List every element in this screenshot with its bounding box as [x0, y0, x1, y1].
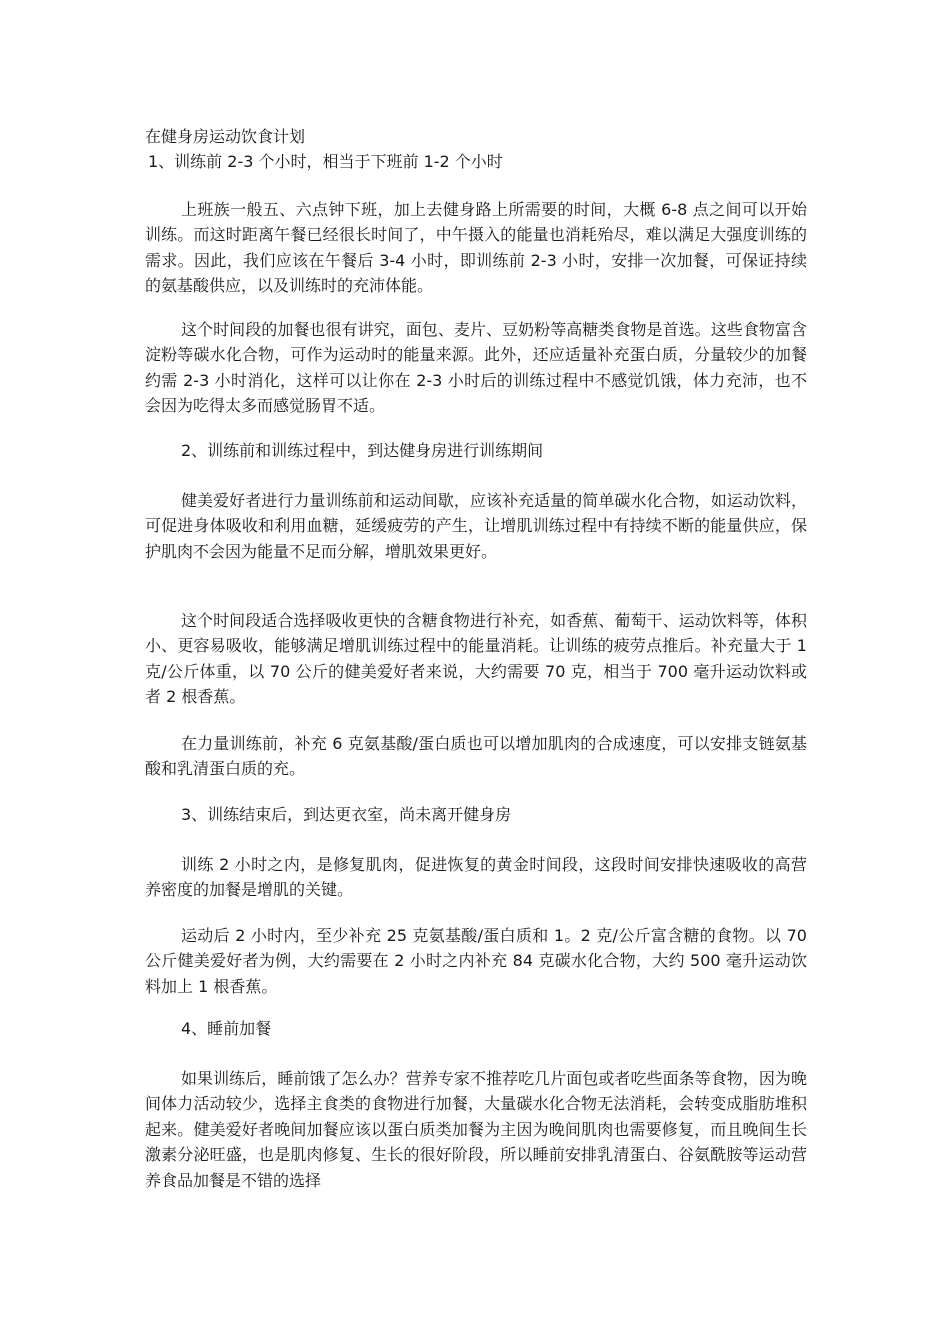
section-heading-3: 3、训练结束后，到达更衣室，尚未离开健身房 [181, 805, 512, 824]
paragraph-3: 健美爱好者进行力量训练前和运动间歇，应该补充适量的简单碳水化合物，如运动饮料，可促进身体吸收和利用血糖，延缓疲劳的产生，让增肌训练过程中有持续不断的能量供应，保护肌肉不会因为能量不足而分解，增肌效果更好。 [145, 491, 807, 561]
paragraph-1: 上班族一般五、六点钟下班，加上去健身路上所需要的时间，大概 6-8 点之间可以开始训练。而这时距离午餐已经很长时间了，中午摄入的能量也消耗殆尽，难以满足大强度训练的需求。因此，我们应该在午餐后 3-4 小时，即训练前 2-3 小时，安排一次加餐，可保证持续的氨基酸供应，以及训练时的充沛体能。 [145, 200, 807, 296]
paragraph-5: 在力量训练前，补充 6 克氨基酸/蛋白质也可以增加肌肉的合成速度，可以安排支链氨基酸和乳清蛋白质的充。 [145, 734, 807, 779]
section-heading-4: 4、睡前加餐 [181, 1019, 272, 1038]
paragraph-6: 训练 2 小时之内，是修复肌肉，促进恢复的黄金时间段，这段时间安排快速吸收的高营养密度的加餐是增肌的关键。 [145, 855, 807, 900]
paragraph-2: 这个时间段的加餐也很有讲究，面包、麦片、豆奶粉等高糖类食物是首选。这些食物富含淀粉等碳水化合物，可作为运动时的能量来源。此外，还应适量补充蛋白质，分量较少的加餐约需 2-3 小时消化，这样可以让你在 2-3 小时后的训练过程中不感觉饥饿，体力充沛，也不会因为吃得太多而感觉肠胃不适。 [145, 320, 807, 416]
paragraph-8: 如果训练后，睡前饿了怎么办？营养专家不推荐吃几片面包或者吃些面条等食物，因为晚间体力活动较少，选择主食类的食物进行加餐，大量碳水化合物无法消耗，会转变成脂肪堆积起来。健美爱好者晚间加餐应该以蛋白质类加餐为主因为晚间肌肉也需要修复，而且晚间生长激素分泌旺盛，也是肌肉修复、生长的很好阶段，所以睡前安排乳清蛋白、谷氨酰胺等运动营养食品加餐是不错的选择 [145, 1069, 807, 1190]
section-heading-2: 2、训练前和训练过程中，到达健身房进行训练期间 [181, 441, 544, 460]
section-heading-1: 1、训练前 2-3 个小时，相当于下班前 1-2 个小时 [148, 152, 503, 171]
document-title: 在健身房运动饮食计划 [145, 127, 306, 146]
paragraph-4: 这个时间段适合选择吸收更快的含糖食物进行补充，如香蕉、葡萄干、运动饮料等，体积小、更容易吸收，能够满足增肌训练过程中的能量消耗。让训练的疲劳点推后。补充量大于 1 克/公斤体重，以 70 公斤的健美爱好者来说，大约需要 70 克，相当于 700 毫升运动饮料或者 2 根香蕉。 [145, 611, 807, 707]
paragraph-7: 运动后 2 小时内，至少补充 25 克氨基酸/蛋白质和 1。2 克/公斤富含糖的食物。以 70 公斤健美爱好者为例，大约需要在 2 小时之内补充 84 克碳水化合物，大约 500 毫升运动饮料加上 1 根香蕉。 [145, 926, 807, 996]
